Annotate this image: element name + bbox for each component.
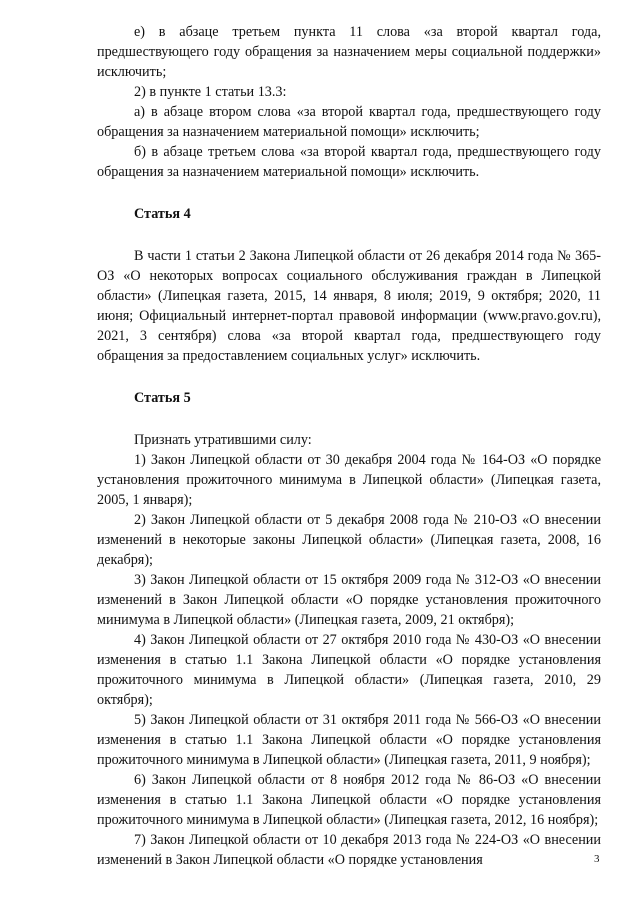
paragraph-point-2: 2) в пункте 1 статьи 13.3: xyxy=(134,84,287,100)
list-item: 7) Закон Липецкой области от 10 декабря 2013 года № 224-ОЗ «О внесении изменений в Закон Липецкой области «О порядке установления xyxy=(97,832,601,868)
article-4-text: В части 1 статьи 2 Закона Липецкой области от 26 декабря 2014 года № 365-ОЗ «О некоторых вопросах социального обслуживания граждан в Липецкой области» (Липецкая газета, 2015, 14 января, 8 июля; 2019, 9 октября; 2020, 11 июня; Официальный интернет-портал правовой информации (www.pravo.gov.ru), 2021, 3 сентября) слова «за второй квартал года, предшествующего году обращения за предоставлением социальных услуг» исключить. xyxy=(97,248,601,364)
list-item: 5) Закон Липецкой области от 31 октября 2011 года № 566-ОЗ «О внесении изменения в статью 1.1 Закона Липецкой области «О порядке установления прожиточного минимума в Липецкой области» (Липецкая газета, 2011, 9 ноября); xyxy=(97,712,601,768)
list-item: 4) Закон Липецкой области от 27 октября 2010 года № 430-ОЗ «О внесении изменения в статью 1.1 Закона Липецкой области «О порядке установления прожиточного минимума в Липецкой области» (Липецкая газета, 2010, 29 октября); xyxy=(97,632,601,708)
list-item: 1) Закон Липецкой области от 30 декабря 2004 года № 164-ОЗ «О порядке установления прожиточного минимума в Липецкой области» (Липецкая газета, 2005, 1 января); xyxy=(97,452,601,508)
page-number: 3 xyxy=(594,853,600,865)
spacer xyxy=(97,408,601,430)
article-5-heading: Статья 5 xyxy=(134,390,191,406)
spacer xyxy=(97,224,601,246)
spacer xyxy=(97,366,601,388)
paragraph-item-e: е) в абзаце третьем пункта 11 слова «за второй квартал года, предшествующего году обращения за назначением меры социальной поддержки» исключить; xyxy=(97,24,601,80)
list-item: 2) Закон Липецкой области от 5 декабря 2008 года № 210-ОЗ «О внесении изменений в некоторые законы Липецкой области» (Липецкая газета, 2008, 16 декабря); xyxy=(97,512,601,568)
paragraph-item-a: а) в абзаце втором слова «за второй квартал года, предшествующего году обращения за назначением материальной помощи» исключить; xyxy=(97,104,601,140)
document-page xyxy=(97,22,601,870)
article-5-intro: Признать утратившими силу: xyxy=(134,432,312,448)
list-item: 3) Закон Липецкой области от 15 октября 2009 года № 312-ОЗ «О внесении изменений в Закон Липецкой области «О порядке установления прожиточного минимума в Липецкой области» (Липецкая газета, 2009, 21 октября); xyxy=(97,572,601,628)
list-item: 6) Закон Липецкой области от 8 ноября 2012 года № 86-ОЗ «О внесении изменения в статью 1.1 Закона Липецкой области «О порядке установления прожиточного минимума в Липецкой области» (Липецкая газета, 2012, 16 ноября); xyxy=(97,772,601,828)
paragraph-item-b: б) в абзаце третьем слова «за второй квартал года, предшествующего году обращения за назначением материальной помощи» исключить. xyxy=(97,144,601,180)
article-4-heading: Статья 4 xyxy=(134,206,191,222)
spacer xyxy=(97,182,601,204)
